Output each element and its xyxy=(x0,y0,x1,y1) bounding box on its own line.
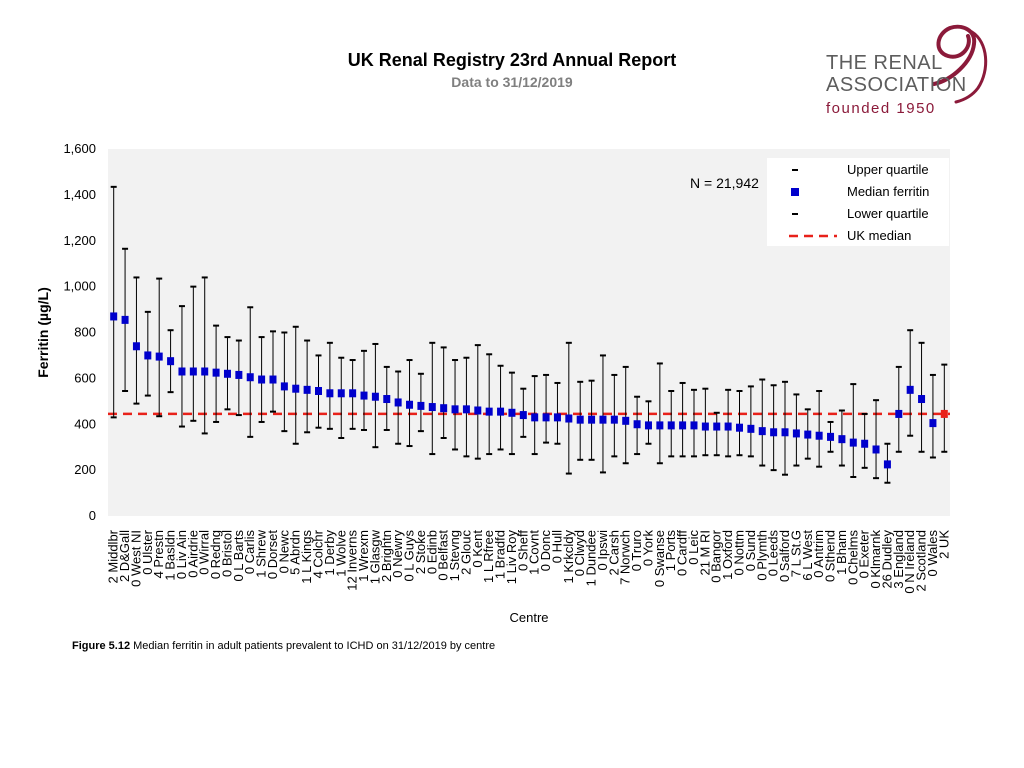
median-marker xyxy=(645,421,652,429)
median-marker xyxy=(759,427,766,435)
y-tick-label: 0 xyxy=(88,508,96,523)
median-marker xyxy=(486,408,493,416)
ferritin-chart xyxy=(0,130,1024,630)
x-tick-label: 0 Wales xyxy=(924,530,940,577)
report-subtitle: Data to 31/12/2019 xyxy=(451,74,573,90)
x-tick-label: 0 Newc xyxy=(276,530,292,574)
median-marker xyxy=(827,433,834,441)
sample-size-annotation: N = 21,942 xyxy=(690,175,759,191)
x-tick-label: 1 Liv Roy xyxy=(503,530,519,585)
median-marker xyxy=(702,423,709,431)
x-tick-label: 0 Leeds xyxy=(765,530,781,577)
logo-text-line-3: founded 1950 xyxy=(826,100,936,117)
median-marker xyxy=(884,460,891,468)
x-tick-label: 1 Stevng xyxy=(447,530,463,582)
median-marker xyxy=(383,395,390,403)
logo-text-line-2: ASSOCIATION xyxy=(826,74,967,96)
x-tick-label: 0 L Guys xyxy=(401,530,417,582)
x-tick-label: 0 N Ireland xyxy=(902,530,918,594)
median-marker xyxy=(554,413,561,421)
x-tick-label: 2 Carsh xyxy=(606,530,622,576)
median-marker xyxy=(611,416,618,424)
median-marker xyxy=(679,421,686,429)
median-marker xyxy=(497,408,504,416)
median-marker xyxy=(725,423,732,431)
x-tick-label: 0 Bristol xyxy=(219,530,235,577)
median-marker xyxy=(247,373,254,381)
median-marker xyxy=(281,382,288,390)
median-marker xyxy=(395,398,402,406)
x-tick-label: 0 Ulster xyxy=(139,530,155,575)
median-marker xyxy=(634,420,641,428)
y-tick-label: 400 xyxy=(74,416,96,432)
median-marker xyxy=(531,413,538,421)
x-tick-label: 0 Kent xyxy=(469,530,485,568)
median-marker xyxy=(463,405,470,413)
x-tick-label: 0 West NI xyxy=(128,530,144,587)
x-tick-label: 1 L Rfree xyxy=(481,530,497,583)
x-tick-label: 0 Antrim xyxy=(811,530,827,578)
x-tick-label: 4 Colchr xyxy=(310,530,326,579)
x-tick-label: 2 Middlbr xyxy=(105,530,121,584)
legend-square-symbol xyxy=(791,188,799,196)
median-marker xyxy=(565,415,572,423)
figure-caption-text: Median ferritin in adult patients prevalent to ICHD on 31/12/2019 by centre xyxy=(133,640,496,652)
median-marker xyxy=(941,410,948,418)
legend-label: Median ferritin xyxy=(847,184,930,199)
x-tick-label: 1 Wolve xyxy=(333,530,349,577)
median-marker xyxy=(292,385,299,393)
x-tick-label: 0 Sund xyxy=(742,530,758,572)
legend-label: Upper quartile xyxy=(847,162,929,177)
median-marker xyxy=(452,405,459,413)
median-marker xyxy=(577,416,584,424)
x-tick-label: 1 Krkcldy xyxy=(560,530,576,584)
x-tick-label: 0 Leic xyxy=(685,530,701,565)
median-marker xyxy=(224,370,231,378)
x-tick-label: 2 Stoke xyxy=(412,530,428,575)
x-tick-label: 2 Glouc xyxy=(458,530,474,575)
x-tick-label: 0 Donc xyxy=(538,530,554,572)
renal-association-logo xyxy=(822,22,994,122)
median-marker xyxy=(793,429,800,437)
median-marker xyxy=(144,351,151,359)
median-marker xyxy=(167,357,174,365)
x-tick-label: 0 Chelms xyxy=(845,530,861,585)
median-marker xyxy=(201,367,208,375)
x-tick-label: 0 Salford xyxy=(777,530,793,583)
x-tick-label: 0 Klmarnk xyxy=(868,530,884,589)
x-tick-label: 0 Swanse xyxy=(651,530,667,588)
median-marker xyxy=(736,424,743,432)
x-tick-label: 0 Bangor xyxy=(708,530,724,583)
y-tick-label: 1,000 xyxy=(63,278,96,294)
median-marker xyxy=(440,404,447,412)
median-marker xyxy=(873,445,880,453)
x-tick-label: 12 Inverns xyxy=(344,530,360,591)
median-marker xyxy=(850,439,857,447)
x-tick-label: 1 Shrew xyxy=(253,530,269,578)
y-tick-label: 1,200 xyxy=(63,232,96,248)
x-tick-label: 0 Belfast xyxy=(435,530,451,581)
median-marker xyxy=(122,316,129,324)
median-marker xyxy=(747,425,754,433)
median-marker xyxy=(417,402,424,410)
x-tick-label: 1 Ports xyxy=(663,530,679,572)
median-marker xyxy=(190,367,197,375)
x-tick-label: 1 Bham xyxy=(833,530,849,575)
x-tick-label: 1 Basldn xyxy=(162,530,178,581)
x-tick-label: 7 Norwch xyxy=(617,530,633,585)
median-marker xyxy=(622,417,629,425)
x-tick-label: 1 Covnt xyxy=(526,530,542,575)
logo-text-line-1: THE RENAL xyxy=(826,52,943,74)
median-marker xyxy=(713,423,720,431)
x-axis-label: Centre xyxy=(509,610,549,625)
x-tick-label: 1 Wrexm xyxy=(356,530,372,582)
x-tick-label: 0 Sthend xyxy=(822,530,838,583)
median-marker xyxy=(338,389,345,397)
y-tick-label: 1,600 xyxy=(63,141,96,156)
x-tick-label: 0 Clwyd xyxy=(572,530,588,577)
median-marker xyxy=(429,403,436,411)
median-marker xyxy=(133,342,140,350)
x-tick-label: 1 Glasgw xyxy=(367,530,383,585)
x-tick-label: 1 Dundee xyxy=(583,530,599,587)
median-marker xyxy=(816,432,823,440)
x-tick-label: 0 Hull xyxy=(549,530,565,564)
x-tick-label: 6 L West xyxy=(799,530,815,581)
x-tick-label: 1 Bradfd xyxy=(492,530,508,580)
x-tick-label: 1 Derby xyxy=(321,530,337,576)
median-marker xyxy=(156,353,163,361)
x-tick-label: 0 Ipswi xyxy=(594,530,610,571)
median-marker xyxy=(235,371,242,379)
median-marker xyxy=(508,409,515,417)
median-marker xyxy=(599,416,606,424)
median-marker xyxy=(213,369,220,377)
x-tick-label: 21 M RI xyxy=(697,530,713,576)
x-tick-label: 4 Prestn xyxy=(151,530,167,579)
x-tick-label: 1 L Kings xyxy=(299,530,315,584)
x-tick-label: 0 Sheff xyxy=(515,530,531,571)
median-marker xyxy=(372,393,379,401)
x-tick-label: 0 L Barts xyxy=(230,530,246,582)
median-marker xyxy=(543,413,550,421)
x-tick-label: 2 Scotland xyxy=(913,530,929,592)
median-marker xyxy=(304,386,311,394)
x-tick-label: 1 Oxford xyxy=(720,530,736,580)
x-tick-label: 0 Newry xyxy=(390,530,406,578)
figure-label: Figure 5.12 xyxy=(72,640,131,652)
x-tick-label: 2 UK xyxy=(936,530,952,559)
y-tick-label: 1,400 xyxy=(63,186,96,202)
median-marker xyxy=(178,367,185,375)
x-tick-label: 0 Plymth xyxy=(754,530,770,581)
x-tick-label: 7 L St.G xyxy=(788,530,804,578)
median-marker xyxy=(668,421,675,429)
y-axis-label: Ferritin (µg/L) xyxy=(35,287,51,378)
x-tick-label: 0 Nottm xyxy=(731,530,747,576)
median-marker xyxy=(474,406,481,414)
x-tick-label: 0 Edinb xyxy=(424,530,440,575)
median-marker xyxy=(361,392,368,400)
x-tick-label: 0 Exeter xyxy=(856,530,872,579)
median-marker xyxy=(690,421,697,429)
median-marker xyxy=(406,401,413,409)
report-title: UK Renal Registry 23rd Annual Report xyxy=(347,50,677,70)
x-tick-label: 2 D&Gall xyxy=(117,530,133,583)
x-tick-label: 0 York xyxy=(640,530,656,567)
x-tick-label: 5 Abrdn xyxy=(287,530,303,575)
median-marker xyxy=(656,421,663,429)
x-tick-label: 0 Liv Ain xyxy=(173,530,189,580)
median-marker xyxy=(918,395,925,403)
x-tick-label: 2 Brightn xyxy=(378,530,394,583)
median-marker xyxy=(838,435,845,443)
x-tick-label: 0 Dorset xyxy=(264,530,280,580)
x-tick-label: 0 Redng xyxy=(208,530,224,580)
median-marker xyxy=(588,416,595,424)
median-marker xyxy=(782,428,789,436)
x-tick-label: 0 Cardff xyxy=(674,530,690,577)
y-tick-label: 600 xyxy=(74,370,96,386)
legend-label: Lower quartile xyxy=(847,206,929,221)
x-tick-label: 26 Dudley xyxy=(879,530,895,589)
median-marker xyxy=(907,386,914,394)
median-marker xyxy=(895,410,902,418)
median-marker xyxy=(349,389,356,397)
x-tick-label: 0 Carlis xyxy=(242,530,258,575)
x-tick-label: 0 Wirral xyxy=(196,530,212,575)
median-marker xyxy=(770,428,777,436)
x-tick-label: 3 England xyxy=(890,530,906,589)
median-marker xyxy=(315,387,322,395)
legend-label: UK median xyxy=(847,228,912,243)
y-tick-label: 800 xyxy=(74,324,96,340)
median-marker xyxy=(520,411,527,419)
x-tick-label: 0 Truro xyxy=(629,530,645,572)
median-marker xyxy=(110,312,117,320)
median-marker xyxy=(258,376,265,384)
median-marker xyxy=(861,440,868,448)
figure-caption xyxy=(72,640,495,652)
y-tick-label: 200 xyxy=(74,462,96,478)
median-marker xyxy=(326,389,333,397)
x-tick-label: 0 Airdrie xyxy=(185,530,201,578)
median-marker xyxy=(269,376,276,384)
median-marker xyxy=(804,431,811,439)
median-marker xyxy=(929,419,936,427)
